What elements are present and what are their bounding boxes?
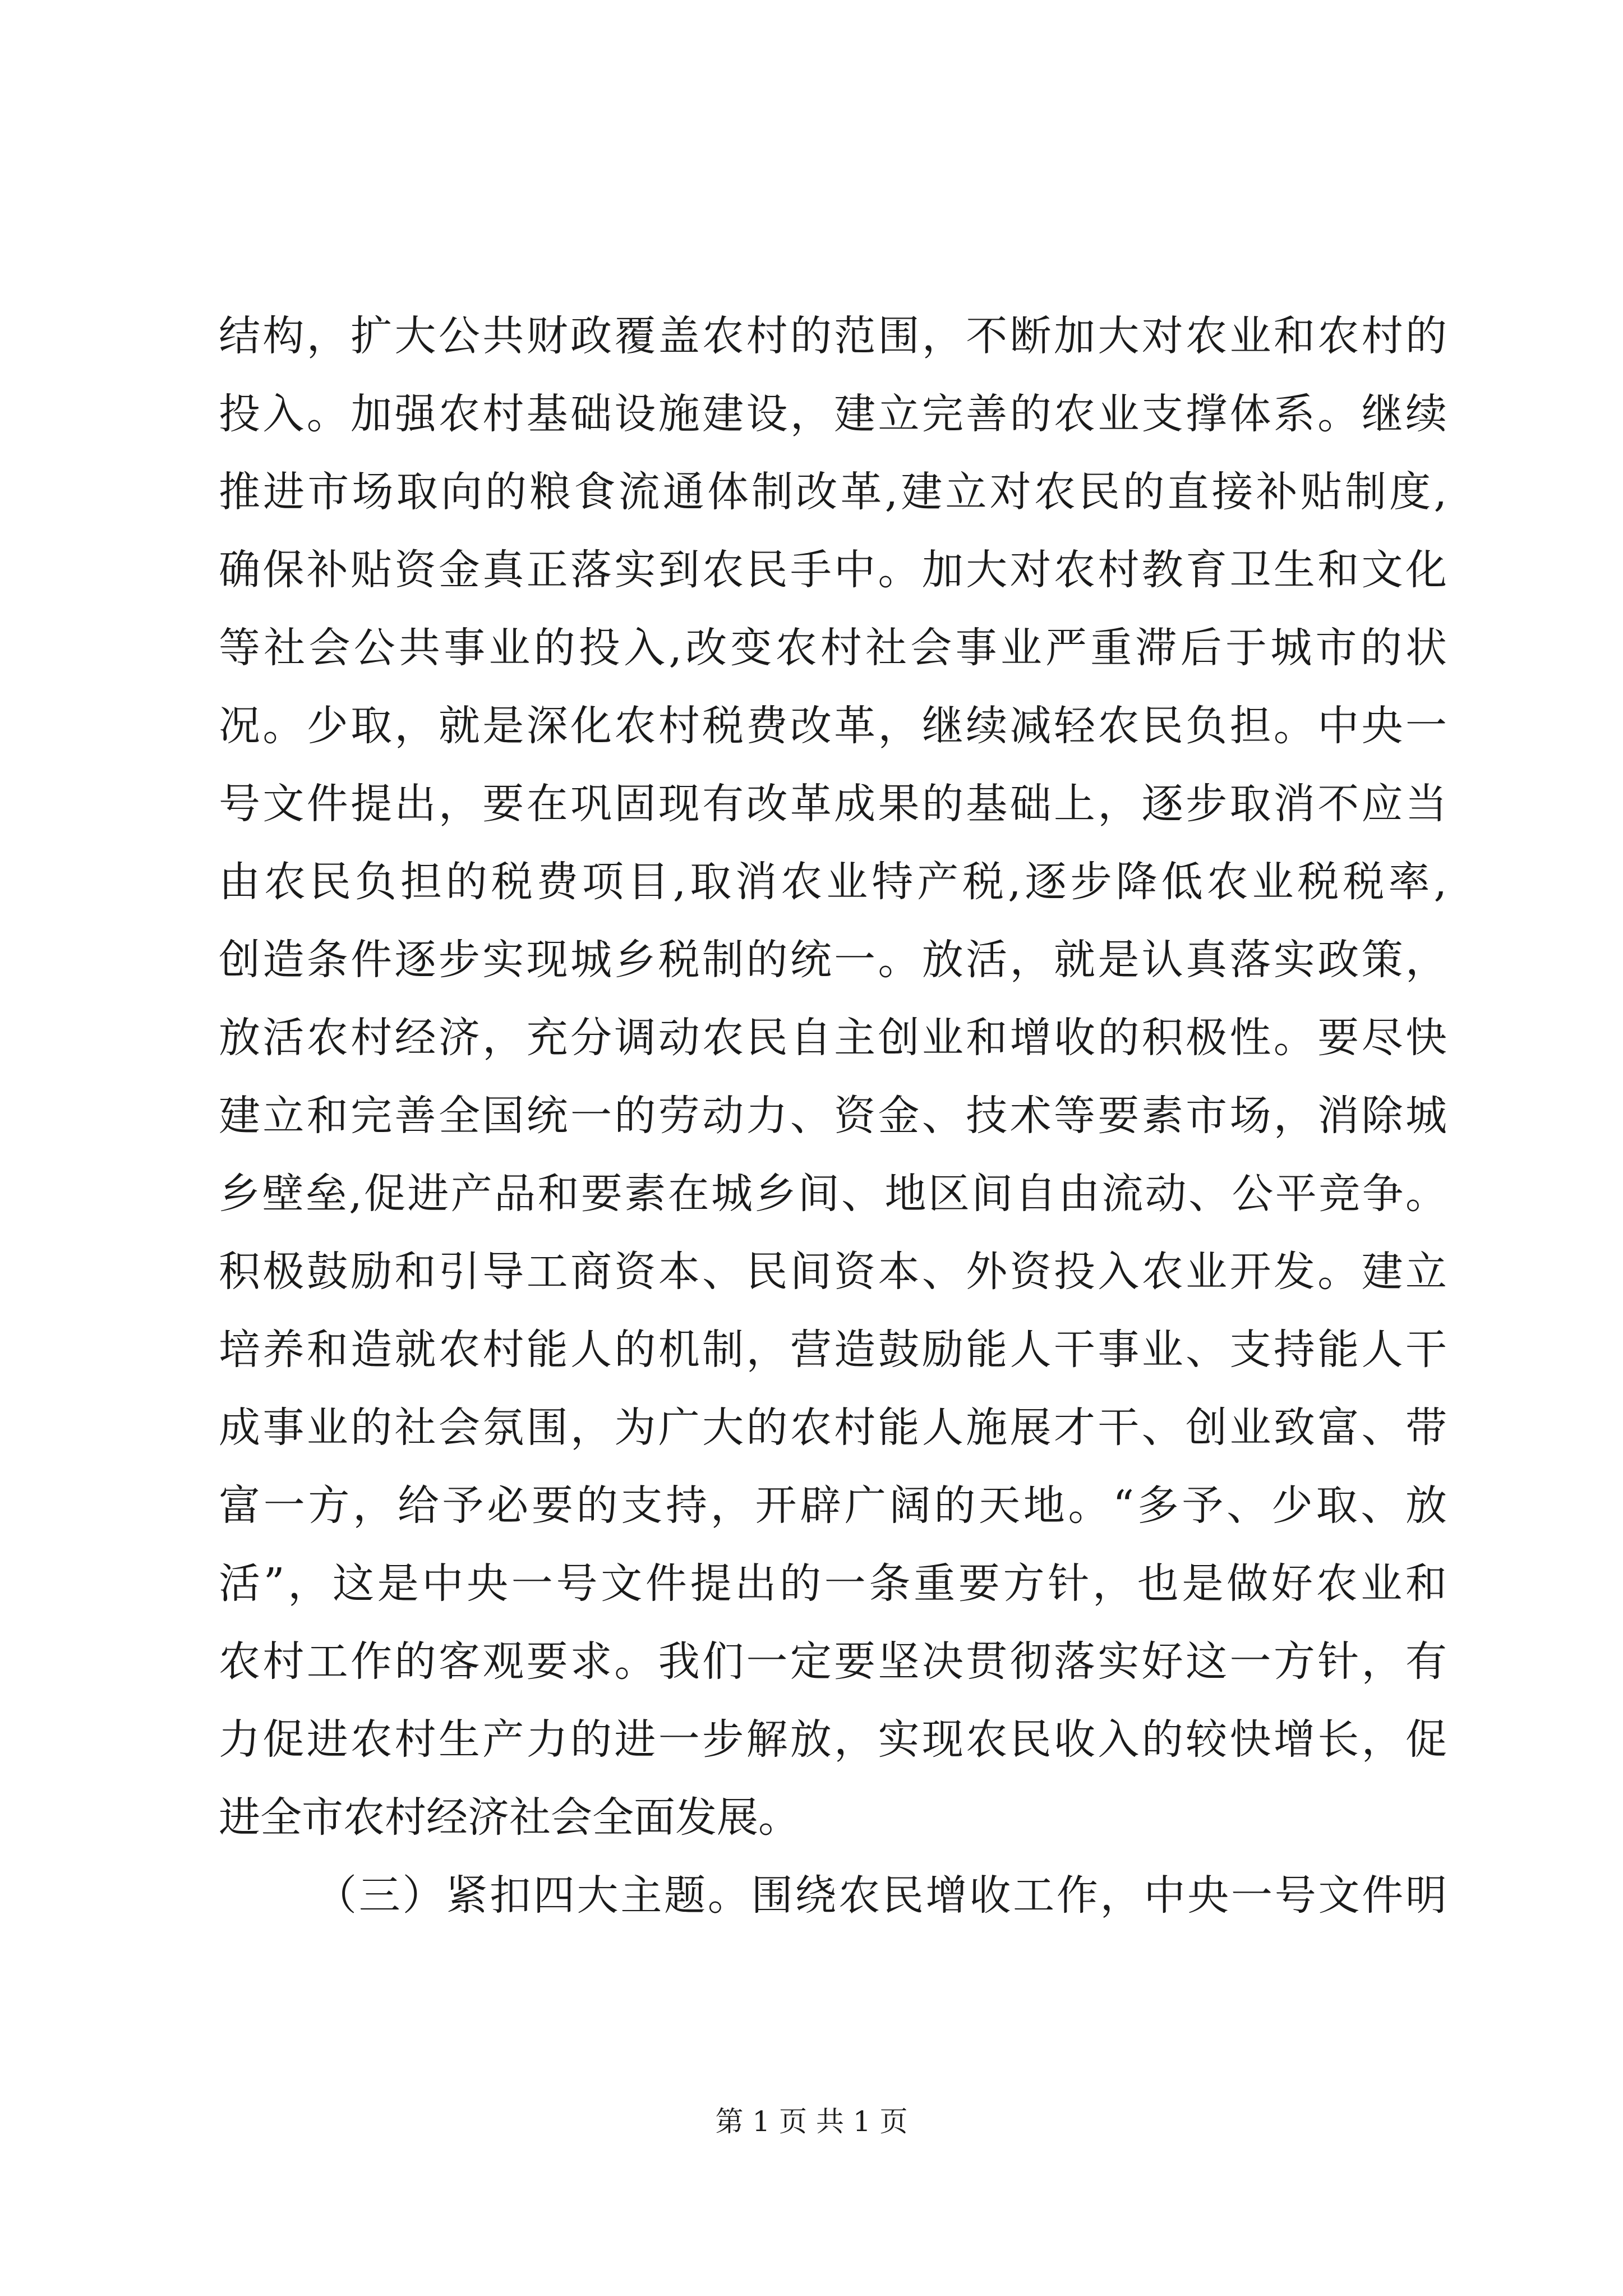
text-line: 农村工作的客观要求。我们一定要坚决贯彻落实好这一方针，有 <box>219 1637 1447 1686</box>
text-line: 乡壁垒,促进产品和要素在城乡间、地区间自由流动、公平竞争。 <box>219 1170 1447 1218</box>
document-body <box>219 297 1447 1935</box>
text-line: 推进市场取向的粮食流通体制改革,建立对农民的直接补贴制度, <box>219 468 1447 516</box>
text-line: 确保补贴资金真正落实到农民手中。加大对农村教育卫生和文化 <box>219 546 1447 594</box>
text-line: 积极鼓励和引导工商资本、民间资本、外资投入农业开发。建立 <box>219 1248 1447 1296</box>
text-line: 力促进农村生产力的进一步解放，实现农民收入的较快增长，促 <box>219 1715 1447 1764</box>
text-line: 建立和完善全国统一的劳动力、资金、技术等要素市场，消除城 <box>219 1092 1447 1140</box>
text-line: 创造条件逐步实现城乡税制的统一。放活，就是认真落实政策， <box>219 936 1447 984</box>
page-footer: 第 1 页 共 1 页 <box>715 2105 908 2138</box>
text-line: 由农民负担的税费项目,取消农业特产税,逐步降低农业税税率, <box>219 858 1447 906</box>
text-line: 活”，这是中央一号文件提出的一条重要方针，也是做好农业和 <box>219 1559 1447 1608</box>
text-line: 况。少取，就是深化农村税费改革，继续减轻农民负担。中央一 <box>219 702 1447 750</box>
text-line: 放活农村经济，充分调动农民自主创业和增收的积极性。要尽快 <box>219 1014 1447 1062</box>
text-line: 培养和造就农村能人的机制，营造鼓励能人干事业、支持能人干 <box>219 1326 1447 1374</box>
text-line: 富一方，给予必要的支持，开辟广阔的天地。“多予、少取、放 <box>219 1481 1447 1530</box>
section-heading-line: （三）紧扣四大主题。围绕农民增收工作，中央一号文件明 <box>315 1871 1447 1920</box>
text-line: 号文件提出，要在巩固现有改革成果的基础上，逐步取消不应当 <box>219 780 1447 828</box>
paragraph-end-line: 进全市农村经济社会全面发展。 <box>219 1793 800 1842</box>
text-line: 投入。加强农村基础设施建设，建立完善的农业支撑体系。继续 <box>219 390 1447 438</box>
text-line: 等社会公共事业的投入,改变农村社会事业严重滞后于城市的状 <box>219 624 1447 672</box>
text-line: 成事业的社会氛围，为广大的农村能人施展才干、创业致富、带 <box>219 1404 1447 1452</box>
text-line: 结构，扩大公共财政覆盖农村的范围，不断加大对农业和农村的 <box>219 312 1447 360</box>
